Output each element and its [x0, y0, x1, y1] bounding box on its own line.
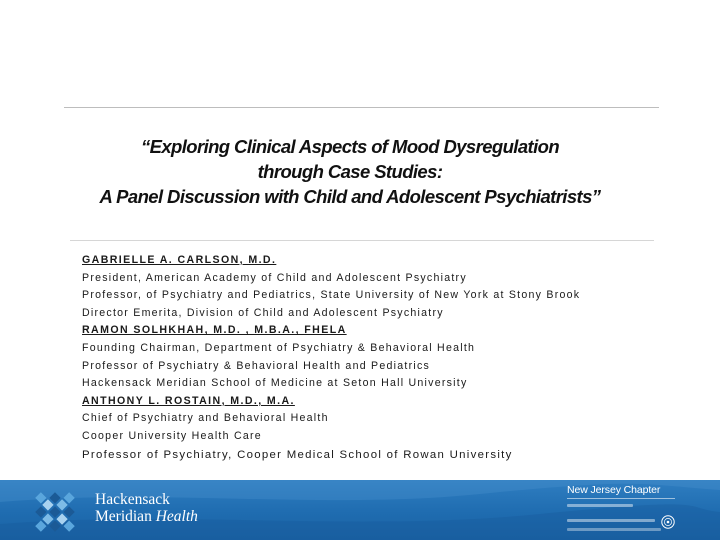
title-divider [70, 240, 654, 241]
panelist-role: Professor of Psychiatry & Behavioral Health and Pediatrics [82, 359, 431, 372]
brand-line-1: Hackensack [95, 491, 170, 508]
title-line-1: “Exploring Clinical Aspects of Mood Dysregulation [140, 136, 560, 157]
top-divider [64, 107, 659, 108]
title-line-2: through Case Studies: [257, 161, 443, 182]
panelist-role: Founding Chairman, Department of Psychiatry & Behavioral Health [82, 341, 476, 354]
fine-print-line [567, 504, 633, 507]
panelist-role: Professor, of Psychiatry and Pediatrics, State University of New York at Stony Brook [82, 289, 581, 302]
chapter-divider [567, 498, 675, 499]
title-line-3: A Panel Discussion with Child and Adolescent Psychiatrists” [99, 186, 601, 207]
panelist-role: Chief of Psychiatry and Behavioral Health [82, 412, 329, 425]
chapter-label: New Jersey Chapter [567, 484, 661, 496]
fine-print-line [567, 519, 655, 522]
hackensack-meridian-logo-mark-icon [26, 484, 84, 540]
panelist-name-solhkhah: RAMON SOLHKHAH, M.D. , M.B.A., FHELA [82, 324, 347, 337]
brand-meridian: Meridian [95, 508, 156, 525]
panelist-role: Director Emerita, Division of Child and Adolescent Psychiatry [82, 306, 444, 319]
brand-line-2 [95, 508, 198, 525]
panelist-role: Professor of Psychiatry, Cooper Medical School of Rowan University [82, 448, 513, 461]
panelist-role: Cooper University Health Care [82, 429, 262, 442]
panelist-role: President, American Academy of Child and Adolescent Psychiatry [82, 271, 467, 284]
aacap-seal-icon [661, 515, 675, 529]
fine-print-line [567, 528, 661, 531]
panelist-name-rostain: ANTHONY L. ROSTAIN, M.D., M.A. [82, 394, 295, 407]
panelist-role: Hackensack Meridian School of Medicine at Seton Hall University [82, 377, 468, 390]
brand-health: Health [155, 508, 198, 525]
panelist-list [82, 252, 702, 464]
slide-title [40, 134, 660, 209]
hackensack-meridian-wordmark [95, 491, 198, 525]
panelist-name-carlson: GABRIELLE A. CARLSON, M.D. [82, 254, 277, 266]
